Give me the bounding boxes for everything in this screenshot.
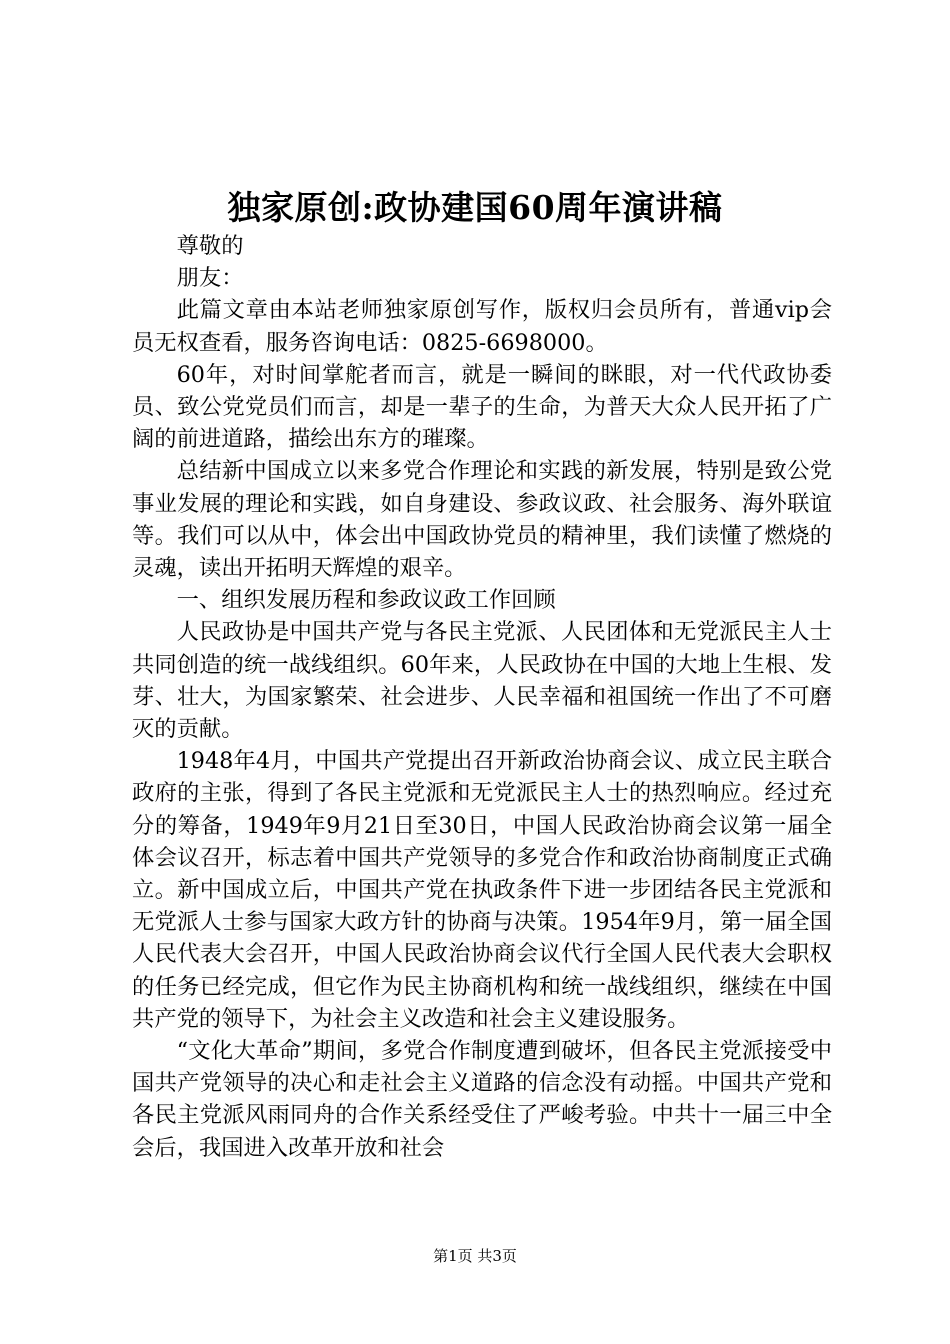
paragraph-copyright-notice: 此篇文章由本站老师独家原创写作，版权归会员所有，普通vip会员无权查看，服务咨询电话：0825-6698000。 [132, 297, 832, 356]
page-footer: 第1页 共3页 [433, 1247, 517, 1265]
section-heading-1: 一、组织发展历程和参政议政工作回顾 [176, 587, 556, 614]
paragraph-salutation-2: 朋友： [176, 265, 244, 292]
paragraph-cppcc-intro: 人民政协是中国共产党与各民主党派、人民团体和无党派民主人士共同创造的统一战线组织。60年来，人民政协在中国的大地上生根、发芽、壮大，为国家繁荣、社会进步、人民幸福和祖国统一作出了不可磨灭的贡献。 [132, 619, 832, 743]
paragraph-60-years: 60年，对时间掌舵者而言，就是一瞬间的眯眼，对一代代政协委员、致公党党员们而言，却是一辈子的生命，为普天大众人民开拓了广阔的前进道路，描绘出东方的璀璨。 [132, 361, 832, 453]
paragraph-salutation-1: 尊敬的 [176, 233, 244, 259]
paragraph-cultural-revolution: “文化大革命”期间，多党合作制度遭到破坏，但各民主党派接受中国共产党领导的决心和走社会主义道路的信念没有动摇。中国共产党和各民主党派风雨同舟的合作关系经受住了严峻考验。中共十一届三中全会后，我国进入改革开放和社会 [132, 1038, 832, 1161]
document-title: 独家原创:政协建国60周年演讲稿 [227, 188, 723, 227]
paragraph-summary: 总结新中国成立以来多党合作理论和实践的新发展，特别是致公党事业发展的理论和实践，如自身建设、参政议政、社会服务、海外联谊等。我们可以从中，体会出中国政协党员的精神里，我们读懂了燃烧的灵魂，读出开拓明天辉煌的艰辛。 [132, 458, 832, 582]
paragraph-history-1948: 1948年4月，中国共产党提出召开新政治协商会议、成立民主联合政府的主张，得到了各民主党派和无党派民主人士的热烈响应。经过充分的筹备，1949年9月21日至30日，中国人民政治协商会议第一届全体会议召开，标志着中国共产党领导的多党合作和政治协商制度正式确立。新中国成立后，中国共产党在执政条件下进一步团结各民主党派和无党派人士参与国家大政方针的协商与决策。1954年9月，第一届全国人民代表大会召开，中国人民政治协商会议代行全国人民代表大会职权的任务已经完成，但它作为民主协商机构和统一战线组织，继续在中国共产党的领导下，为社会主义改造和社会主义建设服务。 [132, 748, 832, 1032]
document-body [132, 230, 832, 1164]
